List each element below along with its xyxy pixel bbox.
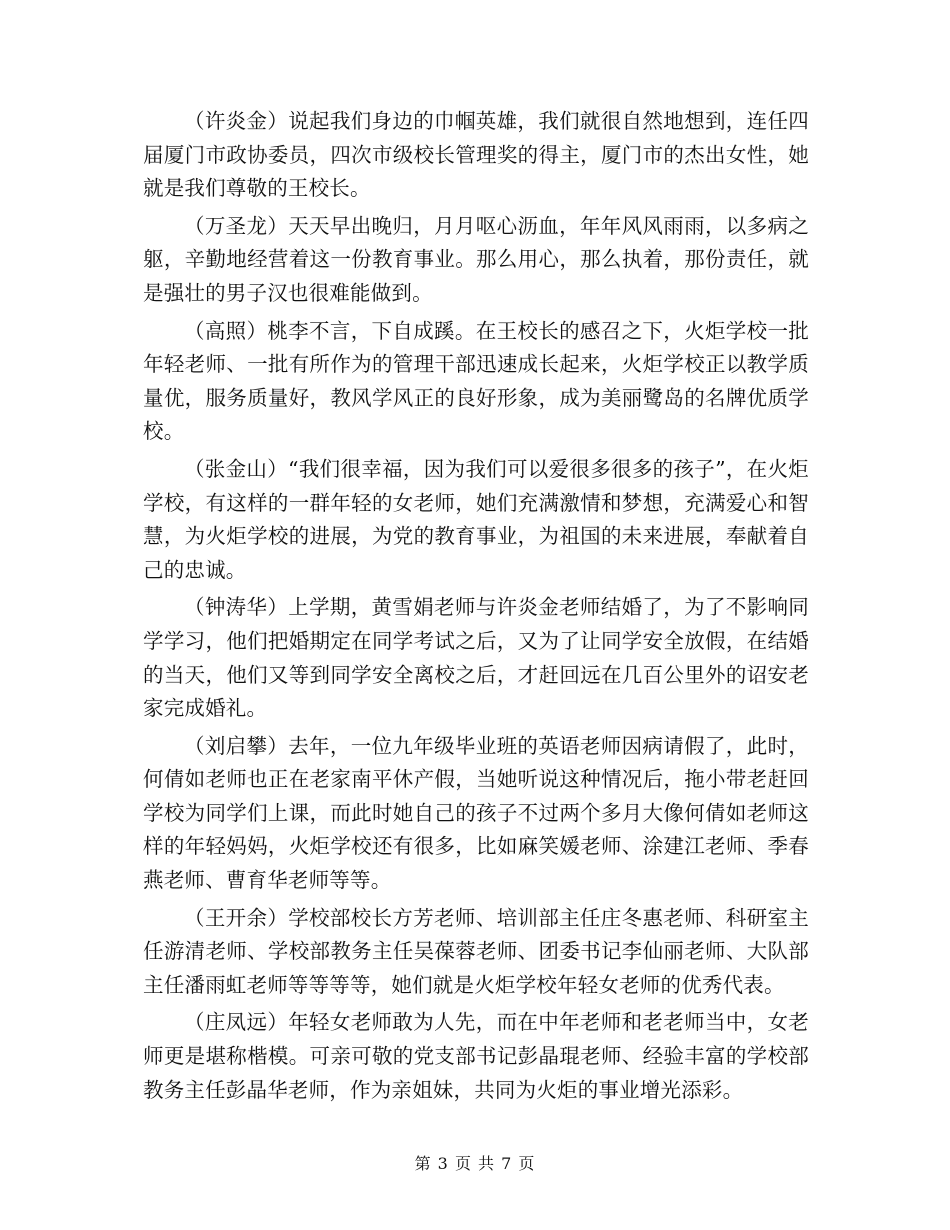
- paragraph: （钟涛华）上学期，黄雪娟老师与许炎金老师结婚了，为了不影响同学学习，他们把婚期定在同学考试之后，又为了让同学安全放假，在结婚的当天，他们又等到同学安全离校之后，才赶回远在几百公里外的诏安老家完成婚礼。: [143, 595, 809, 721]
- paragraph: （万圣龙）天天早出晚归，月月呕心沥血，年年风风雨雨，以多病之躯，辛勤地经营着这一份教育事业。那么用心，那么执着，那份责任，就是强壮的男子汉也很难能做到。: [143, 213, 809, 305]
- paragraph: （高照）桃李不言，下自成蹊。在王校长的感召之下，火炬学校一批年轻老师、一批有所作为的管理干部迅速成长起来，火炬学校正以教学质量优，服务质量好，教风学风正的良好形象，成为美丽鹭岛的名牌优质学校。: [143, 318, 809, 444]
- paragraph: （刘启攀）去年，一位九年级毕业班的英语老师因病请假了，此时，何倩如老师也正在老家南平休产假，当她听说这种情况后，拖小带老赶回学校为同学们上课，而此时她自己的孩子不过两个多月大像何倩如老师这样的年轻妈妈，火炬学校还有很多，比如麻笑媛老师、涂建江老师、季春燕老师、曹育华老师等等。: [143, 733, 809, 893]
- paragraph: （庄凤远）年轻女老师敢为人先，而在中年老师和老老师当中，女老师更是堪称楷模。可亲可敬的党支部书记彭晶琨老师、经验丰富的学校部教务主任彭晶华老师，作为亲姐妹，共同为火炬的事业增光添彩。: [143, 1010, 809, 1102]
- document-body: [143, 105, 809, 1111]
- page-number-footer: 第 3 页 共 7 页: [414, 1154, 536, 1173]
- paragraph: （王开余）学校部校长方芳老师、培训部主任庄冬惠老师、科研室主任游清老师、学校部教务主任吴葆蓉老师、团委书记李仙丽老师、大队部主任潘雨虹老师等等等等，她们就是火炬学校年轻女老师的优秀代表。: [143, 905, 809, 997]
- paragraph: （许炎金）说起我们身边的巾帼英雄，我们就很自然地想到，连任四届厦门市政协委员，四次市级校长管理奖的得主，厦门市的杰出女性，她就是我们尊敬的王校长。: [143, 109, 809, 201]
- paragraph: （张金山）“我们很幸福，因为我们可以爱很多很多的孩子”，在火炬学校，有这样的一群年轻的女老师，她们充满激情和梦想，充满爱心和智慧，为火炬学校的进展，为党的教育事业，为祖国的未来进展，奉献着自己的忠诚。: [143, 456, 809, 582]
